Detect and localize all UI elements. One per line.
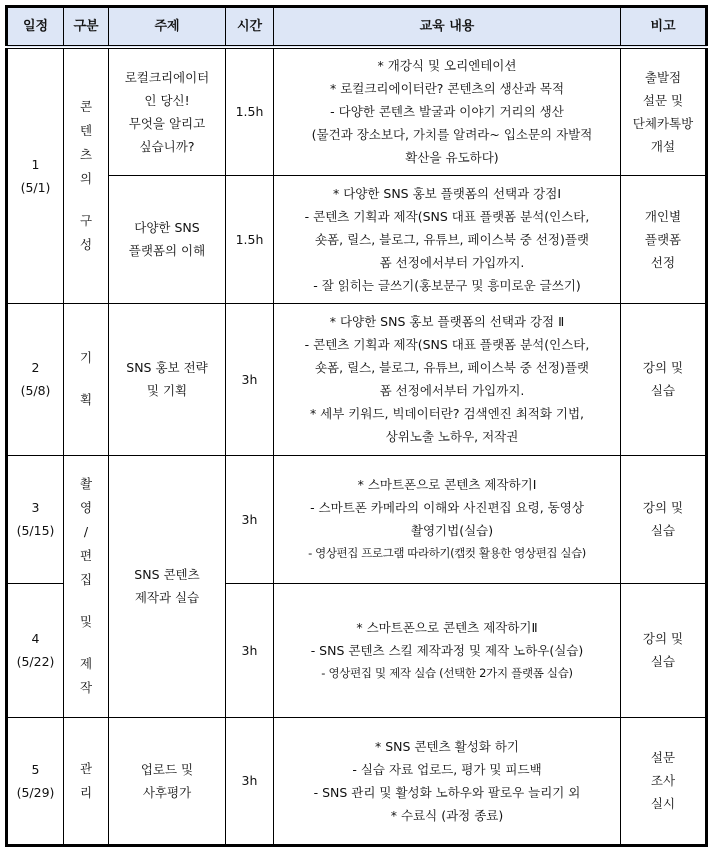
note-line: 개설 <box>650 138 676 154</box>
note-line: 설문 <box>650 750 676 765</box>
content-line: - 영상편집 및 제작 실습 (선택한 2가지 플랫폼 실습) <box>321 665 573 680</box>
content-line: * 세부 키워드, 빅데이터란? 검색엔진 최적화 기법, <box>309 406 585 421</box>
schedule-cell <box>7 583 64 717</box>
spacer <box>64 370 108 388</box>
topic-line: 제작과 실습 <box>134 590 200 605</box>
table-row <box>7 47 707 175</box>
content-cell <box>274 583 621 717</box>
category-char: 리 <box>79 784 93 800</box>
spacer <box>64 191 108 209</box>
session-number: 5 <box>31 761 40 777</box>
content-line: 상위노출 노하우, 저작권 <box>385 429 519 444</box>
category-char: 기 <box>79 350 93 365</box>
note-cell <box>621 717 707 845</box>
content-cell <box>274 717 621 845</box>
category-char: 작 <box>79 680 93 695</box>
content-line: - 콘텐츠 기획과 제작(SNS 대표 플랫폼 분석(인스타, <box>304 208 590 224</box>
table-row <box>7 175 707 303</box>
note-line: 실습 <box>650 383 676 398</box>
schedule-cell <box>7 455 64 583</box>
category-char: 콘 <box>79 98 93 114</box>
session-number: 4 <box>31 631 40 646</box>
session-number: 1 <box>31 156 40 172</box>
content-cell <box>274 455 621 583</box>
category-cell <box>64 717 109 845</box>
topic-cell <box>109 303 226 455</box>
topic-line: 다양한 SNS <box>134 220 200 235</box>
note-cell <box>621 47 707 175</box>
table-row <box>7 303 707 455</box>
header-row <box>7 7 707 48</box>
spacer <box>64 592 108 610</box>
header-schedule: 일정 <box>7 7 64 48</box>
note-line: 조사 <box>650 773 676 788</box>
note-line: 실시 <box>650 796 676 811</box>
content-line: - 다양한 콘텐츠 발굴과 이야기 거리의 생산 <box>330 104 564 120</box>
note-line: 출발점 <box>644 69 682 85</box>
topic-line: 무엇을 알리고 <box>128 115 206 131</box>
topic-line: SNS 콘텐츠 <box>134 567 200 582</box>
content-line: (물건과 장소보다, 가치를 알려라~ 입소문의 자발적 <box>311 127 593 143</box>
note-line: 선정 <box>650 254 676 270</box>
note-cell <box>621 583 707 717</box>
content-cell <box>274 303 621 455</box>
category-char: 및 <box>79 614 93 629</box>
topic-line: 사후평가 <box>142 784 192 800</box>
category-cell <box>64 455 109 717</box>
course-schedule-table <box>5 5 708 847</box>
table-row <box>7 717 707 845</box>
note-line: 설문 및 <box>642 92 684 108</box>
topic-line: SNS 홍보 전략 <box>126 360 208 375</box>
category-char: 성 <box>79 236 93 252</box>
content-line: 숏폼, 릴스, 블로그, 유튜브, 페이스북 중 선정)플랫 <box>314 360 590 375</box>
category-char: 영 <box>79 500 93 515</box>
category-cell <box>64 47 109 303</box>
content-line: * 로컬크리에이터란? 콘텐츠의 생산과 목적 <box>329 81 565 97</box>
session-date: (5/29) <box>16 784 55 800</box>
content-line: - 콘텐츠 기획과 제작(SNS 대표 플랫폼 분석(인스타, <box>304 337 590 352</box>
time-cell: 3h <box>226 455 274 583</box>
schedule-cell <box>7 47 64 303</box>
content-line: 촬영기법(실습) <box>410 523 494 538</box>
schedule-cell <box>7 717 64 845</box>
category-char: 츠 <box>79 146 93 162</box>
note-cell <box>621 175 707 303</box>
content-line: - SNS 관리 및 활성화 노하우와 팔로우 늘리기 외 <box>313 784 581 800</box>
content-line: - 스마트폰 카메라의 이해와 사진편집 요령, 동영상 <box>310 500 584 515</box>
note-line: 플랫폼 <box>644 231 682 247</box>
session-number: 3 <box>31 500 40 515</box>
note-line: 강의 및 <box>642 631 684 646</box>
category-char: 집 <box>79 572 93 587</box>
category-char: 구 <box>79 212 93 228</box>
topic-cell <box>109 717 226 845</box>
category-char: 의 <box>79 170 93 186</box>
category-char: 제 <box>79 656 93 671</box>
content-line: 숏폼, 릴스, 블로그, 유튜브, 페이스북 중 선정)플랫 <box>314 231 590 247</box>
category-char: 텐 <box>79 122 93 138</box>
session-number: 2 <box>31 360 40 375</box>
content-cell <box>274 47 621 175</box>
category-char: / <box>83 524 89 539</box>
note-line: 실습 <box>650 654 676 669</box>
category-char: 관 <box>79 760 93 776</box>
content-line: 폼 선정에서부터 가입까지. <box>379 383 525 398</box>
header-time: 시간 <box>226 7 274 48</box>
category-char: 획 <box>79 392 93 407</box>
note-line: 개인별 <box>644 208 682 224</box>
content-line: * 수료식 (과정 종료) <box>390 807 504 823</box>
session-date: (5/8) <box>20 383 51 398</box>
note-line: 단체카톡방 <box>632 115 694 131</box>
category-char: 편 <box>79 548 93 563</box>
header-topic: 주제 <box>109 7 226 48</box>
session-date: (5/22) <box>16 654 55 669</box>
note-cell <box>621 303 707 455</box>
topic-line: 인 당신! <box>144 92 190 108</box>
content-line: * SNS 콘텐츠 활성화 하기 <box>375 738 519 754</box>
content-line: * 다양한 SNS 홍보 플랫폼의 선택과 강점Ⅰ <box>332 185 562 201</box>
header-content: 교육 내용 <box>274 7 621 48</box>
time-cell: 1.5h <box>226 47 274 175</box>
note-line: 강의 및 <box>642 500 684 515</box>
note-line: 실습 <box>650 523 676 538</box>
time-cell: 3h <box>226 583 274 717</box>
content-line: - SNS 콘텐츠 스킬 제작과정 및 제작 노하우(실습) <box>310 642 584 658</box>
content-line: - 영상편집 프로그램 따라하기(캡컷 활용한 영상편집 실습) <box>308 546 586 560</box>
topic-line: 플랫폼의 이해 <box>128 243 206 258</box>
content-line: * 스마트폰으로 콘텐츠 제작하기Ⅱ <box>356 619 538 635</box>
topic-cell <box>109 47 226 175</box>
session-date: (5/15) <box>16 523 55 538</box>
content-line: * 스마트폰으로 콘텐츠 제작하기Ⅰ <box>357 477 537 492</box>
content-line: - 잘 읽히는 글쓰기(홍보문구 및 흥미로운 글쓰기) <box>313 277 581 293</box>
category-char: 촬 <box>79 476 93 491</box>
session-date: (5/1) <box>20 179 51 195</box>
topic-cell <box>109 175 226 303</box>
schedule-cell <box>7 303 64 455</box>
content-line: * 개강식 및 오리엔테이션 <box>377 58 517 74</box>
content-line: - 실습 자료 업로드, 평가 및 피드백 <box>352 761 542 777</box>
content-line: * 다양한 SNS 홍보 플랫폼의 선택과 강점 Ⅱ <box>329 314 565 329</box>
time-cell: 1.5h <box>226 175 274 303</box>
note-cell <box>621 455 707 583</box>
content-line: 확산을 유도하다) <box>405 150 499 166</box>
header-category: 구분 <box>64 7 109 48</box>
topic-cell <box>109 455 226 717</box>
category-cell <box>64 303 109 455</box>
time-cell: 3h <box>226 717 274 845</box>
topic-line: 업로드 및 <box>140 761 194 777</box>
content-line: 폼 선정에서부터 가입까지. <box>379 254 525 270</box>
note-line: 강의 및 <box>642 360 684 375</box>
content-cell <box>274 175 621 303</box>
table-row <box>7 455 707 583</box>
topic-line: 싶습니까? <box>139 138 195 154</box>
topic-line: 및 기획 <box>146 383 188 398</box>
header-note: 비고 <box>621 7 707 48</box>
spacer <box>64 634 108 652</box>
time-cell: 3h <box>226 303 274 455</box>
topic-line: 로컬크리에이터 <box>124 69 210 85</box>
